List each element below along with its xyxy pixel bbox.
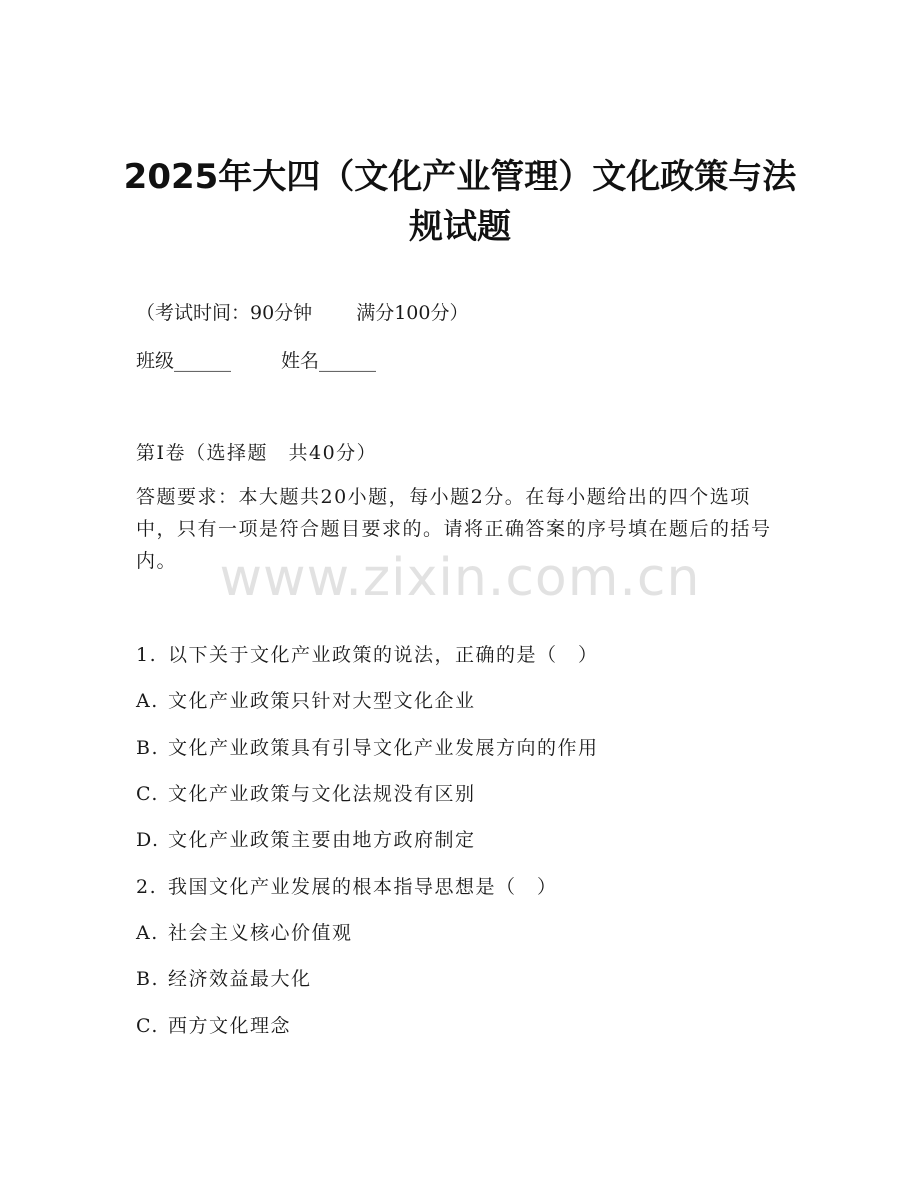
question-1-option-b xyxy=(136,732,599,764)
class-field: 班级______ xyxy=(136,350,232,372)
document-title-line-1: 2025年大四（文化产业管理）文化政策与法 xyxy=(123,157,797,197)
option-text: 经济效益最大化 xyxy=(168,968,312,990)
name-field: 姓名______ xyxy=(281,350,377,372)
question-1-option-d xyxy=(136,824,476,856)
option-label: B. xyxy=(136,737,160,759)
section-instructions: 答题要求：本大题共20小题，每小题2分。在每小题给出的四个选项中，只有一项是符合题目要求的。请将正确答案的序号填在题后的括号内。 xyxy=(136,486,772,572)
option-text: 社会主义核心价值观 xyxy=(168,922,353,944)
question-text: 以下关于文化产业政策的说法，正确的是（ ） xyxy=(168,644,599,666)
question-text: 我国文化产业发展的根本指导思想是（ ） xyxy=(168,876,558,898)
option-text: 西方文化理念 xyxy=(168,1015,292,1037)
option-text: 文化产业政策与文化法规没有区别 xyxy=(168,783,476,805)
question-2 xyxy=(136,871,558,903)
question-number: 1. xyxy=(136,644,158,666)
question-2-option-c xyxy=(136,1010,291,1042)
question-1-option-c xyxy=(136,778,476,810)
option-text: 文化产业政策只针对大型文化企业 xyxy=(168,690,476,712)
option-label: A. xyxy=(136,922,159,944)
option-label: D. xyxy=(136,829,160,851)
document-title-line-2: 规试题 xyxy=(409,207,511,247)
option-text: 文化产业政策主要由地方政府制定 xyxy=(168,829,476,851)
option-label: C. xyxy=(136,783,159,805)
option-text: 文化产业政策具有引导文化产业发展方向的作用 xyxy=(168,737,599,759)
option-label: B. xyxy=(136,968,160,990)
question-1-option-a xyxy=(136,685,476,717)
question-2-option-b xyxy=(136,963,312,995)
student-fields xyxy=(136,345,376,377)
section-heading: 第I卷（选择题 共40分） xyxy=(136,442,378,464)
option-label: A. xyxy=(136,690,159,712)
exam-time: （考试时间：90分钟 xyxy=(136,302,313,324)
exam-info xyxy=(136,297,468,329)
exam-score: 满分100分） xyxy=(356,302,469,324)
question-2-option-a xyxy=(136,917,353,949)
watermark: www.zixin.com.cn xyxy=(219,548,701,608)
question-number: 2. xyxy=(136,876,158,898)
option-label: C. xyxy=(136,1015,159,1037)
question-1 xyxy=(136,639,599,671)
